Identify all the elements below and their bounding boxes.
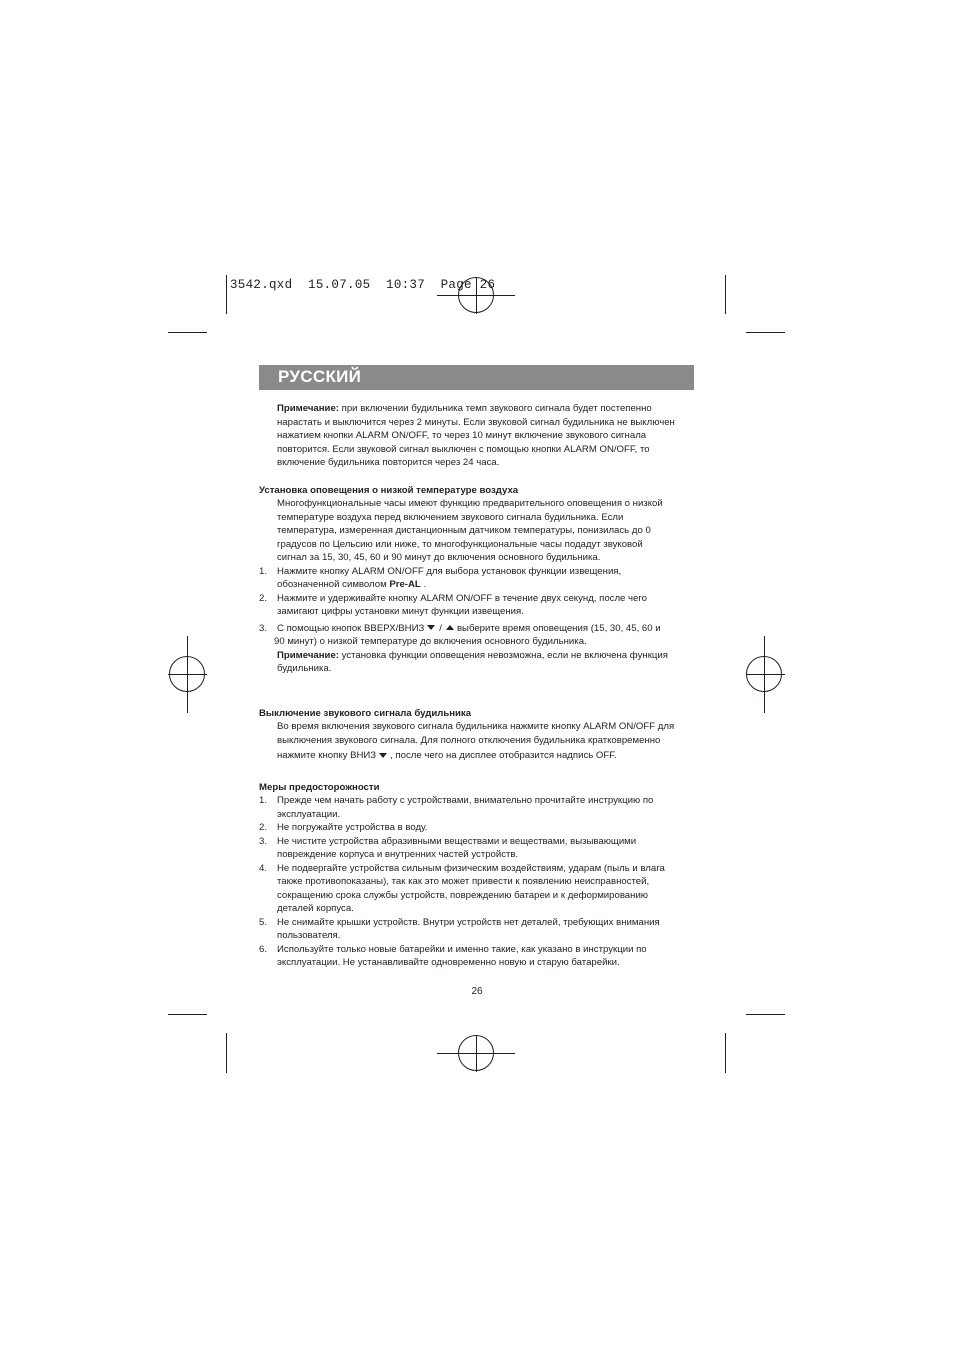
text-line: Нажмите и удерживайте кнопку ALARM ON/OFF в течение двух секунд, после чего <box>277 592 648 604</box>
registration-circle <box>458 1035 494 1071</box>
text-line: также противопоказаны), так как это может привести к появлению неисправностей, <box>277 876 650 887</box>
list-item <box>259 821 699 835</box>
list-number: 5. <box>259 916 268 928</box>
text-line: Не снимайте крышки устройств. Внутри устройств нет деталей, требующих внимания <box>277 916 660 928</box>
file-slug: 3542.qxd 15.07.05 10:37 Page 26 <box>230 278 496 292</box>
list-number: 1. <box>259 565 268 577</box>
text-line: Прежде чем начать работу с устройствами, внимательно прочитайте инструкцию по <box>277 795 654 806</box>
list-number: 2. <box>259 592 268 604</box>
display-symbol: Pre-AL <box>389 579 421 590</box>
crop-mark <box>746 1014 785 1015</box>
text-line: деталей корпуса. <box>277 903 354 914</box>
text-line: Нажмите кнопку ALARM ON/OFF для выбора установок функции извещения, <box>277 565 622 577</box>
text-line: обозначенной символом <box>277 579 390 590</box>
crop-mark <box>168 1014 207 1015</box>
text-line: замигают цифры установки минут функции извещения. <box>277 606 524 617</box>
section-heading: Установка оповещения о низкой температуре воздуха <box>259 484 519 496</box>
list-number: 3. <box>259 622 268 634</box>
crop-mark <box>168 332 207 333</box>
up-arrow-icon <box>446 625 454 630</box>
text-line: Используйте только новые батарейки и именно такие, как указано в инструкции по <box>277 943 647 955</box>
text-line: температура, измеренная дистанционным датчиком температуры, понизилась до 0 <box>277 525 651 536</box>
list-number: 2. <box>259 822 268 833</box>
list-number: 6. <box>259 943 268 955</box>
text-line: повторится. Если звуковой сигнал выключен с помощью кнопки ALARM ON/OFF, то <box>277 443 650 455</box>
text-line: , после чего на дисплее отобразится надпись OFF. <box>390 750 617 761</box>
registration-circle <box>169 656 205 692</box>
separator: / <box>439 622 442 634</box>
registration-circle <box>746 656 782 692</box>
crop-mark <box>226 1033 227 1073</box>
text-line: сокращению срока службы устройств, повреждению батареи и к деформированию <box>277 889 648 901</box>
section-heading: Выключение звукового сигнала будильника <box>259 707 472 719</box>
text-line: Не погружайте устройства в воду. <box>277 822 428 833</box>
list-item <box>259 794 699 821</box>
text-line: повреждение корпуса и внутренних частей устройств. <box>277 849 519 860</box>
note-label: Примечание: <box>277 649 339 661</box>
text-line: выключения звукового сигнала. Для полного отключения будильника кратковременно <box>277 734 661 746</box>
text-line: Во время включения звукового сигнала будильника нажмите кнопку ALARM ON/OFF для <box>277 721 675 732</box>
list-item <box>259 862 699 916</box>
text-line: сигнал за 15, 30, 45, 60 и 90 минут до включения основного будильника. <box>277 552 601 563</box>
language-banner <box>259 365 694 390</box>
section-intro <box>259 497 699 565</box>
list-number: 3. <box>259 835 268 847</box>
text-line: будильника. <box>277 663 332 674</box>
text-line: включение будильника повторится через 24 часа. <box>277 457 500 468</box>
list-number: 1. <box>259 795 268 806</box>
text-line: нажатием кнопки ALARM ON/OFF, то через 10 минут включение звукового сигнала <box>277 430 647 441</box>
text-line: Не подвергайте устройства сильным физическим воздействиям, ударам (пыль и влага <box>277 862 665 874</box>
page-number: 26 <box>471 986 483 997</box>
down-arrow-icon <box>427 625 435 630</box>
text-line: при включении будильника темп звукового сигнала будет постепенно <box>338 403 652 414</box>
section-heading: Меры предосторожности <box>259 781 380 793</box>
text-line: Многофункциональные часы имеют функцию предварительного оповещения о низкой <box>277 498 663 509</box>
down-arrow-icon <box>379 753 387 758</box>
text-line: эксплуатации. <box>277 808 341 820</box>
text-line: . <box>420 579 427 590</box>
list-item <box>259 622 699 676</box>
text-line: температуре воздуха перед включением звукового сигнала будильника. Если <box>277 511 624 523</box>
page-content <box>259 402 699 970</box>
list-number: 4. <box>259 862 268 874</box>
crop-mark <box>725 1033 726 1073</box>
text-line: 90 минут) о низкой температуре до включения основного будильника. <box>274 636 587 647</box>
crop-mark <box>746 332 785 333</box>
list-item <box>259 916 699 943</box>
crop-mark <box>725 275 726 314</box>
text-line: установка функции оповещения невозможна, если не включена функция <box>338 649 668 661</box>
text-line: С помощью кнопок ВВЕРХ/ВНИЗ <box>277 622 425 634</box>
list-item <box>259 835 699 862</box>
text-line: эксплуатации. Не устанавливайте одновременно новую и старую батарейки. <box>277 957 620 968</box>
note-paragraph <box>259 402 699 470</box>
note-label: Примечание: <box>277 403 339 414</box>
list-item <box>259 943 699 970</box>
text-line: Не чистите устройства абразивными веществами и веществами, вызывающими <box>277 835 637 847</box>
text-line: нарастать и выключится через 2 минуты. Если звуковой сигнал будильника не выключен <box>277 416 675 428</box>
section-body <box>259 720 699 763</box>
text-line: градусов по Цельсию или ниже, то многофункциональные часы подадут звуковой <box>277 538 643 550</box>
precautions-list <box>259 794 699 970</box>
list-item <box>259 565 699 592</box>
crop-mark <box>226 275 227 314</box>
banner-title: РУССКИЙ <box>278 367 362 386</box>
text-line: пользователя. <box>277 930 341 941</box>
text-line: нажмите кнопку ВНИЗ <box>277 750 377 761</box>
list-item <box>259 592 699 619</box>
text-line: выберите время оповещения (15, 30, 45, 60 и <box>456 622 661 634</box>
